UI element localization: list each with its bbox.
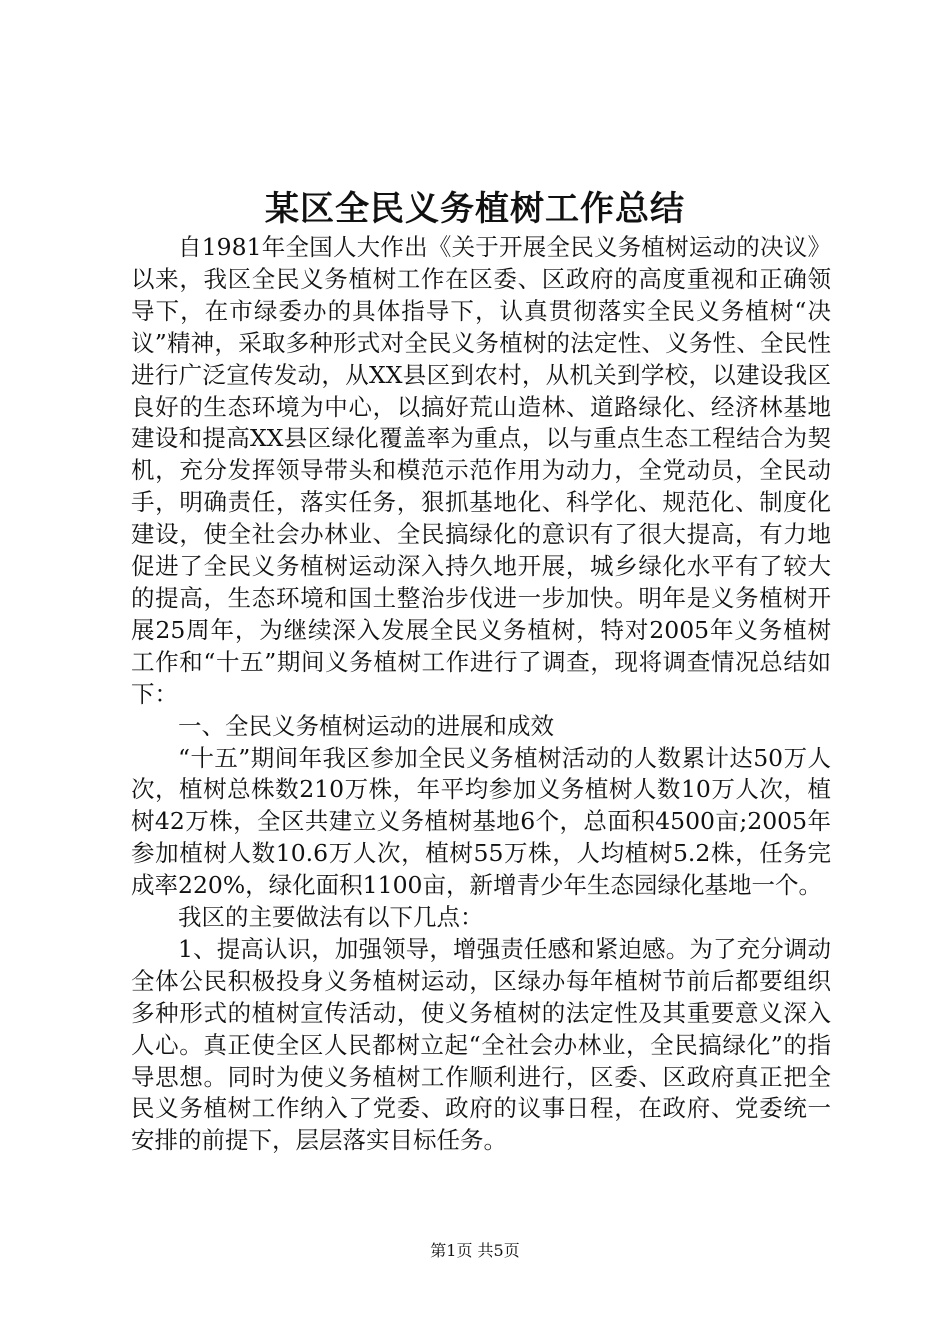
document-body	[131, 232, 831, 1157]
paragraph-methods-intro: 我区的主要做法有以下几点：	[178, 903, 484, 932]
document-title: 某区全民义务植树工作总结	[265, 189, 685, 229]
page-number-footer: 第1页 共5页	[430, 1241, 520, 1260]
paragraph-results: “十五”期间年我区参加全民义务植树活动的人数累计达50万人次，植树总株数210万株，年平均参加义务植树人数10万人次，植树42万株，全区共建立义务植树基地6个，总面积4500亩;2005年参加植树人数10.6万人次，植树55万株，人均植树5.2株，任务完成率220%，绿化面积1100亩，新增青少年生态园绿化基地一个。	[131, 743, 831, 900]
section-heading: 一、全民义务植树运动的进展和成效	[178, 711, 554, 740]
paragraph-intro: 自1981年全国人大作出《关于开展全民义务植树运动的决议》以来，我区全民义务植树工作在区委、区政府的高度重视和正确领导下，在市绿委办的具体指导下，认真贯彻落实全民义务植树“决议”精神，采取多种形式对全民义务植树的法定性、义务性、全民性进行广泛宣传发动，从XX县区到农村，从机关到学校，以建设我区良好的生态环境为中心，以搞好荒山造林、道路绿化、经济林基地建设和提高XX县区绿化覆盖率为重点，以与重点生态工程结合为契机，充分发挥领导带头和模范示范作用为动力，全党动员，全民动手，明确责任，落实任务，狠抓基地化、科学化、规范化、制度化建设，使全社会办林业、全民搞绿化的意识有了很大提高，有力地促进了全民义务植树运动深入持久地开展，城乡绿化水平有了较大的提高，生态环境和国土整治步伐进一步加快。明年是义务植树开展25周年，为继续深入发展全民义务植树，特对2005年义务植树工作和“十五”期间义务植树工作进行了调查，现将调查情况总结如下：	[131, 233, 831, 708]
paragraph-method-1: 1、提高认识，加强领导，增强责任感和紧迫感。为了充分调动全体公民积极投身义务植树运动，区绿办每年植树节前后都要组织多种形式的植树宣传活动，使义务植树的法定性及其重要意义深入人心。真正使全区人民都树立起“全社会办林业，全民搞绿化”的指导思想。同时为使义务植树工作顺利进行，区委、区政府真正把全民义务植树工作纳入了党委、政府的议事日程，在政府、党委统一安排的前提下，层层落实目标任务。	[131, 934, 831, 1155]
